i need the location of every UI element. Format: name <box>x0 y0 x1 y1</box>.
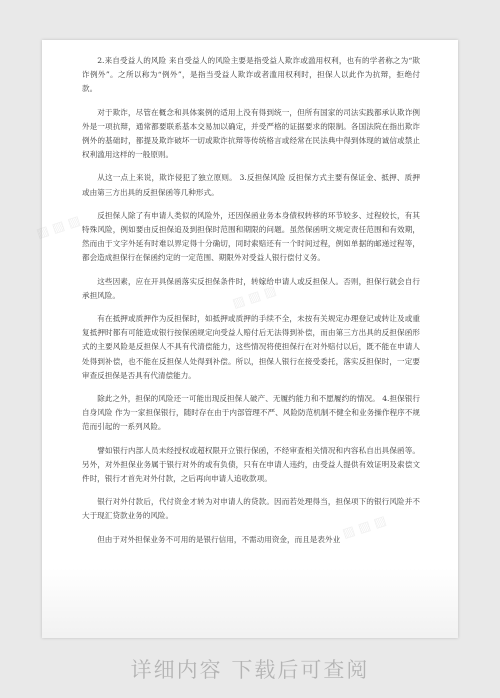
download-prompt-text: 详细内容 下载后可查阅 <box>130 658 370 682</box>
document-body <box>82 54 420 556</box>
paragraph: 除此之外，担保的风险还一可能出现反担保人破产、无履约能力和不愿履约的情况。 4.担保银行自身风险 作为一家担保银行，随时存在由于内部管理不严、风险防范机制不健全和业务操作程序不规范而引起的一系列风险。 <box>82 394 420 432</box>
paragraph: 但由于对外担保业务不可用的是银行信用，不需动用资金，而且是表外业 <box>97 534 341 544</box>
paragraph: 这些因素，应在开具保函落实反担保条件时，转嫁给申请人或反担保人。否则，担保行就会自行承担风险。 <box>82 276 420 300</box>
paragraph: 有在抵押或质押作为反担保时，如抵押或质押的手续不全，未按有关规定办理登记或转让及或重复抵押时都有可能造成银行按保函规定向受益人赔付后无法得到补偿，而由第三方出具的反担保函形式的主要风险是反担保人不具有代清偿能力，这些情况将使担保行在对外赔付以后，既不能在申请人处得到补偿，也不能在反担保人处得到补偿。所以，担保人银行在接受委托，落实反担保时，一定要审查反担保是否具有代清偿能力。 <box>82 314 420 380</box>
watermark: ▨ ▨ ▨ <box>230 283 279 312</box>
watermark: ▨ ▨ ▨ <box>340 513 389 542</box>
paragraph: 银行对外付款后，代付资金才转为对申请人的贷款。因而若处理得当，担保项下的银行风险并不大于现汇贷款业务的风险。 <box>82 497 420 521</box>
paragraph: 譬如银行内部人员未经授权或超权限开立银行保函，不经审查相关情况和内容私自出具保函等。 另外，对外担保业务属于银行对外的或有负债，只有在申请人违约，由受益人提供有效证明及索偿文件时，银行才首先对外付款，之后再向申请人追收款项。 <box>82 445 420 484</box>
paragraph: 从这一点上来说，欺诈侵犯了独立原则。 3.反担保风险 反担保方式主要有保证金、抵押、质押或由第三方出具的反担保函等几种形式。 <box>82 173 420 197</box>
watermark: ▨ ▨ ▨ <box>34 213 83 242</box>
document-page <box>34 40 458 638</box>
download-banner[interactable] <box>0 640 500 698</box>
paragraph: 对于欺诈，尽管在概念和具体案例的适用上没有得到统一，但所有国家的司法实践都承认欺诈例外是一项抗辩，通常都要联系基本交易加以确定，并受严格的证据要求的限制。各国法院在指出欺诈例外的基础时，都提及欺诈破坏一切或欺诈抗辩等传统格言或经常在民法典中得到体现的诚信或禁止权利滥用这样的一般原则。 <box>82 107 420 160</box>
paragraph: 反担保人除了有申请人类似的风险外，还因保函业务本身债权转移的环节较多、过程较长，有其特殊风险，例如要由反担保追及到担保时范围和期限的问题。虽然保函明文规定责任范围和有效期，然而由于文字外延有时难以界定得十分确切，同时索赔还有一个时间过程，例如单据的邮递过程等，都会造成担保行在保函约定的一定范围、期限外对受益人银行偿付义务。 <box>82 210 420 263</box>
paragraph: 2.来自受益人的风险 来自受益人的风险主要是指受益人欺诈或滥用权利，也有的学者称之为“欺诈例外”。之所以称为“例外”，是指当受益人欺诈或者滥用权利时，担保人以此作为抗辩，拒绝付款。 <box>82 56 420 94</box>
page-fade <box>42 568 458 638</box>
